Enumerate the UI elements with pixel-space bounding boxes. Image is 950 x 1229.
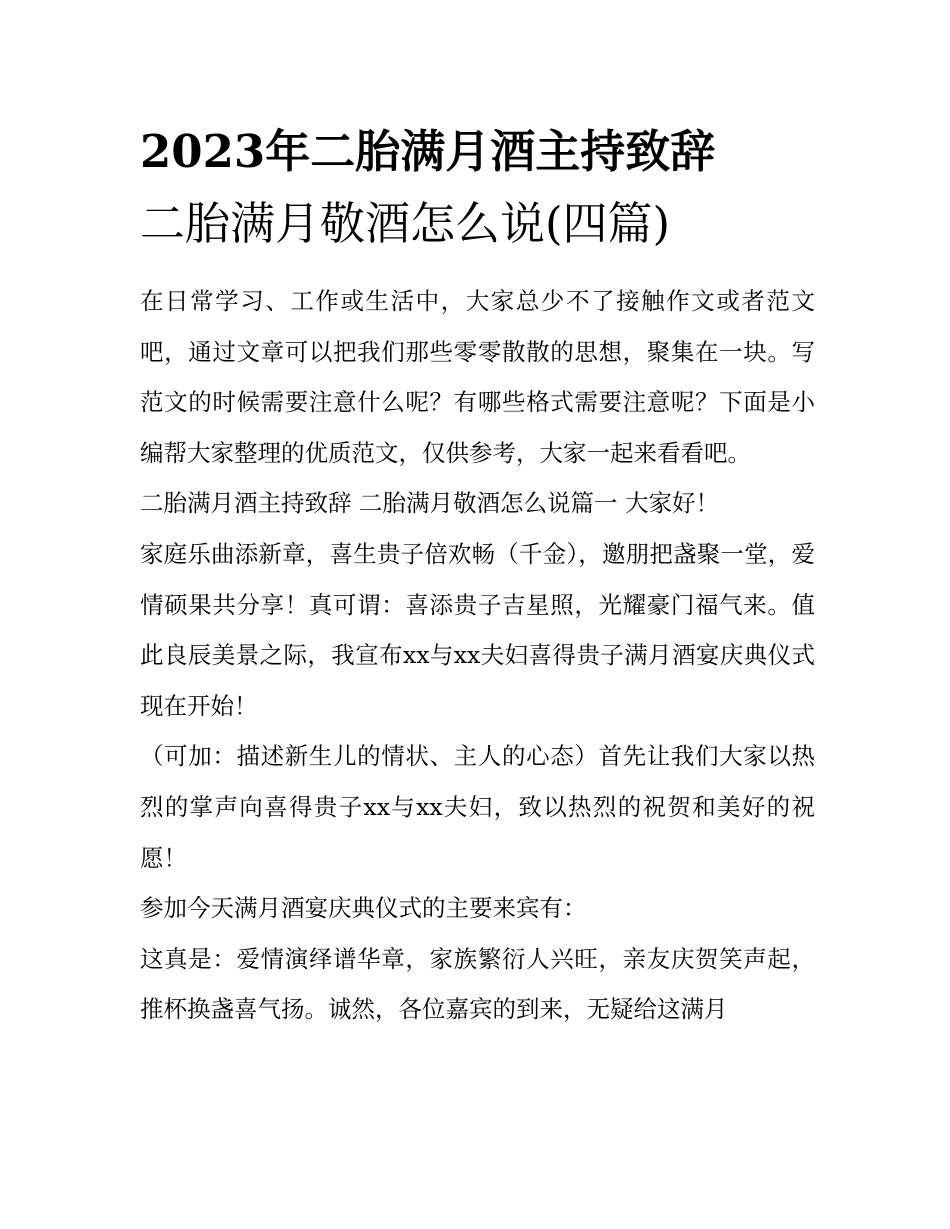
- title-line-2: 二胎满月敬酒怎么说(四篇): [140, 197, 671, 250]
- paragraph-section-heading: 二胎满月酒主持致辞 二胎满月敬酒怎么说篇一 大家好！: [140, 489, 719, 518]
- paragraph: （可加：描述新生儿的情状、主人的心态）首先让我们大家以热烈的掌声向喜得贵子xx与xx夫妇，致以热烈的祝贺和美好的祝愿！: [140, 742, 815, 872]
- paragraph: 参加今天满月酒宴庆典仪式的主要来宾有：: [140, 894, 587, 923]
- document-title: [140, 116, 830, 260]
- paragraph: 家庭乐曲添新章，喜生贵子倍欢畅（千金），邀朋把盏聚一堂，爱情硕果共分享！真可谓：喜添贵子吉星照，光耀豪门福气来。值此良辰美景之际，我宣布xx与xx夫妇喜得贵子满月酒宴庆典仪式现在开始！: [140, 539, 815, 720]
- title-line-1: 2023年二胎满月酒主持致辞: [140, 125, 716, 178]
- paragraph-intro: 在日常学习、工作或生活中，大家总少不了接触作文或者范文吧，通过文章可以把我们那些零零散散的思想，聚集在一块。写范文的时候需要注意什么呢？有哪些格式需要注意呢？下面是小编帮大家整理的优质范文，仅供参考，大家一起来看看吧。: [140, 287, 815, 467]
- paragraph: 这真是：爱情演绎谱华章，家族繁衍人兴旺，亲友庆贺笑声起，推杯换盏喜气扬。诚然，各位嘉宾的到来，无疑给这满月: [140, 944, 815, 1024]
- document-body: [140, 276, 815, 1035]
